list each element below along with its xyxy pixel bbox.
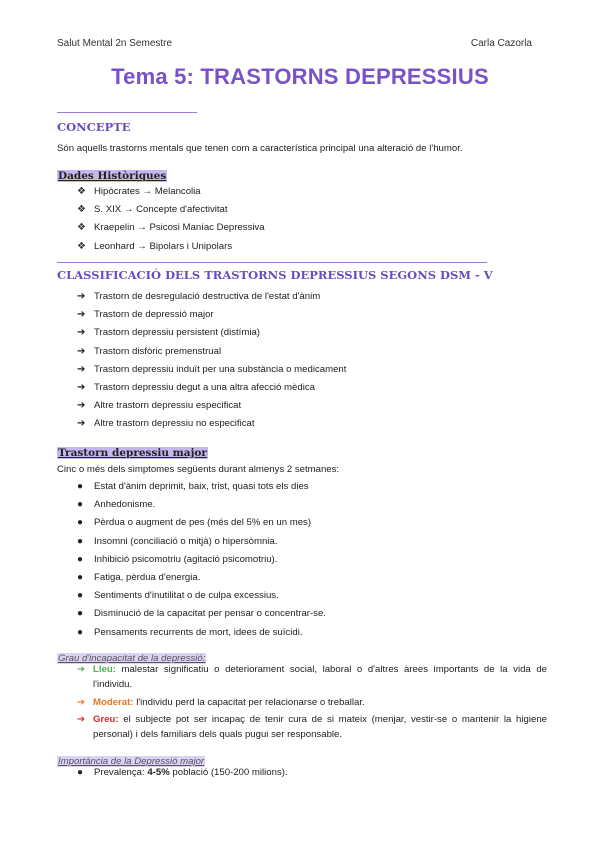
list-item: ❖ S. XIX → Concepte d'afectivitat bbox=[77, 201, 547, 219]
symptoms-list bbox=[77, 478, 547, 642]
list-item: ● Insomni (conciliació o mitjà) o hipersòmnia. bbox=[77, 533, 547, 551]
list-item bbox=[77, 764, 547, 782]
list-item: ➔ Trastorn depressiu induït per una substància o medicament bbox=[77, 361, 547, 379]
grade-text-lleu: malestar significatiu o deteriorament social, laboral o d'altres àrees importants de la vida de l'individu. bbox=[93, 664, 547, 690]
list-item: ➔ Trastorn depressiu degut a una altra afecció mèdica bbox=[77, 379, 547, 397]
arrow-bullet-icon: ➔ bbox=[77, 697, 86, 708]
arrow-bullet-icon: ➔ bbox=[77, 327, 86, 339]
prevalence-value: 4-5% bbox=[147, 767, 170, 778]
section-heading-concepte: CONCEPTE bbox=[57, 120, 131, 134]
grade-label-moderat: Moderat: bbox=[93, 697, 134, 708]
list-item: ● Disminució de la capacitat per pensar o concentrar-se. bbox=[77, 605, 547, 623]
list-item: ● Fatiga, pèrdua d'energia. bbox=[77, 569, 547, 587]
diamond-bullet-icon: ❖ bbox=[77, 204, 86, 216]
list-item: ● Anhedonisme. bbox=[77, 496, 547, 514]
dades-list bbox=[77, 183, 547, 256]
list-item: ● Estat d'ànim deprimit, baix, trist, quasi tots els dies bbox=[77, 478, 547, 496]
divider bbox=[57, 262, 487, 263]
section-heading-classificacio: CLASSIFICACIÓ DELS TRASTORNS DEPRESSIUS SEGONS DSM - V bbox=[57, 268, 493, 282]
divider bbox=[57, 112, 197, 113]
bullet-dot-icon: ● bbox=[77, 481, 84, 492]
arrow-bullet-icon: ➔ bbox=[77, 664, 86, 675]
header-course: Salut Mental 2n Semestre bbox=[57, 38, 173, 49]
prevalence-rest: població (150-200 milions). bbox=[172, 767, 288, 778]
major-heading-wrap bbox=[57, 443, 208, 461]
subheading-dades-historiques: Dades Històriques bbox=[58, 170, 167, 182]
arrow-bullet-icon: ➔ bbox=[77, 309, 86, 321]
subheading-grau-incapacitat: Grau d'incapacitat de la depressió: bbox=[58, 653, 206, 664]
diamond-bullet-icon: ❖ bbox=[77, 222, 86, 234]
grade-moderat bbox=[77, 695, 547, 710]
list-item: ❖ Kraepelin → Psicosi Maníac Depressiva bbox=[77, 219, 547, 237]
list-item: ➔ Altre trastorn depressiu no especificat bbox=[77, 415, 547, 433]
bullet-dot-icon: ● bbox=[77, 626, 84, 638]
arrow-bullet-icon: ➔ bbox=[77, 714, 86, 725]
list-item: ● Inhibició psicomotriu (agitació psicomotriu). bbox=[77, 551, 547, 569]
bullet-dot-icon: ● bbox=[77, 535, 84, 547]
list-item: ➔ Altre trastorn depressiu especificat bbox=[77, 397, 547, 415]
arrow-bullet-icon: ➔ bbox=[77, 400, 86, 412]
list-item: ❖ Leonhard → Bipolars i Unipolars bbox=[77, 238, 547, 256]
arrow-bullet-icon: ➔ bbox=[77, 291, 86, 302]
list-item: ● Pèrdua o augment de pes (més del 5% en un mes) bbox=[77, 514, 547, 532]
grade-lleu bbox=[77, 662, 547, 692]
page-title: Tema 5: TRASTORNS DEPRESSIUS bbox=[111, 64, 489, 89]
grade-text-greu: el subjecte pot ser incapaç de tenir cura de si mateix (menjar, vestir-se o mantenir la higiene personal) i dels familiars dels quals pugui ser responsable. bbox=[93, 714, 547, 740]
importancia-list bbox=[77, 764, 547, 782]
bullet-dot-icon: ● bbox=[77, 608, 84, 620]
bullet-dot-icon: ● bbox=[77, 767, 84, 778]
list-item: ➔ Trastorn depressiu persistent (distímia) bbox=[77, 324, 547, 342]
diamond-bullet-icon: ❖ bbox=[77, 186, 86, 197]
concepte-text: Són aquells trastorns mentals que tenen com a característica principal una alteració de l'humor. bbox=[57, 143, 463, 154]
diamond-bullet-icon: ❖ bbox=[77, 240, 86, 252]
arrow-bullet-icon: ➔ bbox=[77, 418, 86, 430]
prevalence-label: Prevalença: bbox=[94, 767, 145, 778]
list-item: ❖ Hipòcrates → Melancolia bbox=[77, 183, 547, 201]
arrow-bullet-icon: ➔ bbox=[77, 345, 86, 357]
bullet-dot-icon: ● bbox=[77, 499, 84, 511]
bullet-dot-icon: ● bbox=[77, 590, 84, 602]
grade-greu bbox=[77, 712, 547, 742]
grade-label-greu: Greu: bbox=[93, 714, 119, 725]
bullet-dot-icon: ● bbox=[77, 553, 84, 565]
major-intro: Cinc o més dels simptomes següents durant almenys 2 setmanes: bbox=[57, 464, 340, 475]
dades-heading-wrap bbox=[57, 166, 167, 184]
bullet-dot-icon: ● bbox=[77, 517, 84, 529]
list-item: ➔ Trastorn disfòric premenstrual bbox=[77, 343, 547, 361]
header-author: Carla Cazorla bbox=[470, 38, 532, 49]
list-item: ● Pensaments recurrents de mort, idees de suïcidi. bbox=[77, 624, 547, 642]
subheading-importancia: Importància de la Depressió major bbox=[58, 756, 205, 767]
list-item: ➔ Trastorn de depressió major bbox=[77, 306, 547, 324]
bullet-dot-icon: ● bbox=[77, 572, 84, 584]
arrow-bullet-icon: ➔ bbox=[77, 363, 86, 375]
arrow-bullet-icon: ➔ bbox=[77, 382, 86, 394]
list-item: ● Sentiments d'inutilitat o de culpa excessius. bbox=[77, 587, 547, 605]
classificacio-list bbox=[77, 288, 547, 434]
list-item: ➔ Trastorn de desregulació destructiva de l'estat d'ànim bbox=[77, 288, 547, 306]
grade-text-moderat: l'individu perd la capacitat per relacionarse o treballar. bbox=[136, 697, 365, 708]
grade-label-lleu: Lleu: bbox=[93, 664, 116, 675]
subheading-trastorn-depressiu-major: Trastorn depressiu major bbox=[58, 447, 207, 459]
